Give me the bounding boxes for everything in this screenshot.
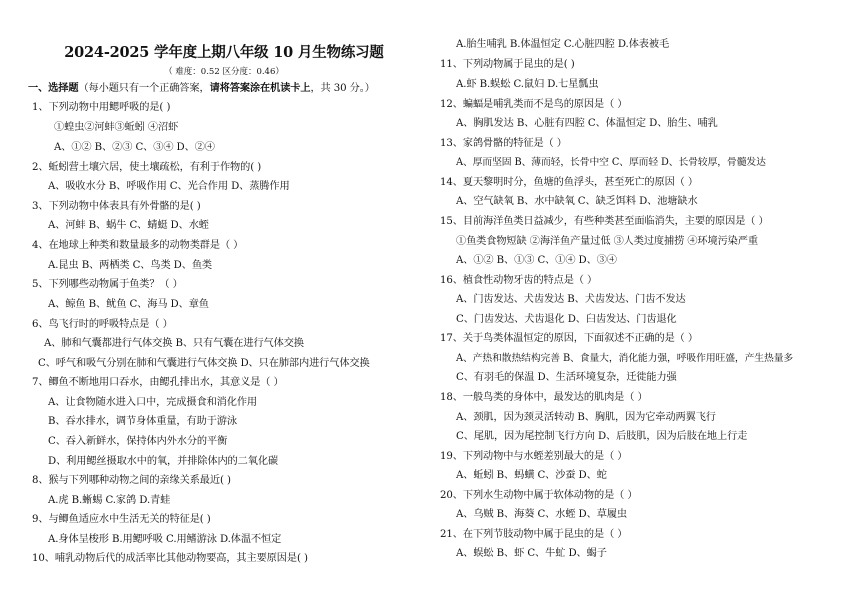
question-line: ①鱼类食物短缺 ②海洋鱼产量过低 ③人类过度捕捞 ④环境污染严重 (456, 236, 758, 247)
question-line: C、吞入新鲜水，保持体内外水分的平衡 (48, 436, 228, 447)
question-line: C、门齿发达、犬齿退化 D、臼齿发达、门齿退化 (456, 314, 677, 325)
page-title: 2024-2025 学年度上期八年级 10 月生物练习题 (64, 44, 384, 61)
question-line: A、胸肌发达 B、心脏有四腔 C、体温恒定 D、胎生、哺乳 (456, 118, 718, 129)
question-line: A.虾 B.蜈蚣 C.鼠妇 D.七星瓢虫 (456, 79, 599, 90)
question-line: 19、下列动物中与水蛭差别最大的是（ ） (440, 451, 628, 462)
question-line: 8、猴与下列哪种动物之间的亲缘关系最近( ) (32, 475, 231, 486)
question-line: 17、关于鸟类体温恒定的原因，下面叙述不正确的是（ ） (440, 333, 698, 344)
question-line: C、呼气和吸气分别在肺和气囊进行气体交换 D、只在肺部内进行气体交换 (38, 358, 370, 369)
question-line: C、尾肌，因为尾控制飞行方向 D、后肢肌，因为后肢在地上行走 (456, 431, 748, 442)
question-line: ①蝗虫②河蚌③蚯蚓 ④沼虾 (54, 122, 179, 133)
question-line: 18、一般鸟类的身体中，最发达的肌肉是（ ） (440, 392, 648, 403)
question-line: A、①② B、②③ C、③④ D、②④ (54, 142, 215, 153)
question-line: 9、与鲫鱼适应水中生活无关的特征是( ) (32, 514, 211, 525)
question-line: 20、下列水生动物中属于软体动物的是（ ） (440, 490, 638, 501)
question-line: 21、在下列节肢动物中属于昆虫的是（ ） (440, 529, 628, 540)
section-label: 一、选择题 (28, 82, 79, 94)
section-heading (28, 82, 375, 95)
question-line: 13、家鸽骨骼的特征是（ ） (440, 138, 567, 149)
question-line: 6、鸟飞行时的呼吸特点是（ ） (32, 319, 173, 330)
question-line: 5、下列哪些动物属于鱼类？（ ） (32, 279, 183, 290)
question-line: 11、下列动物属于昆虫的是( ) (440, 59, 575, 70)
question-line: A、乌贼 B、海葵 C、水蛭 D、草履虫 (456, 509, 627, 520)
question-line: A、空气缺氧 B、水中缺氧 C、缺乏饵料 D、池塘缺水 (456, 196, 698, 207)
subtitle: （ 难度：0.52 区分度：0.46） (164, 67, 284, 77)
question-line: 16、植食性动物牙齿的特点是（ ） (440, 275, 598, 286)
question-line: 15、目前海洋鱼类日益减少，有些种类甚至面临消失，主要的原因是（ ） (440, 216, 769, 227)
question-line: 10、哺乳动物后代的成活率比其他动物要高，其主要原因是( ) (32, 553, 308, 564)
question-line: B、吞水排水，调节身体重量，有助于游泳 (48, 416, 237, 427)
question-line: A.胎生哺乳 B.体温恒定 C.心脏四腔 D.体表被毛 (456, 39, 670, 50)
question-line: 3、下列动物中体表具有外骨骼的是( ) (32, 201, 201, 212)
question-line: 4、在地球上种类和数量最多的动物类群是（ ） (32, 240, 244, 251)
question-line: 12、蝙蝠是哺乳类而不是鸟的原因是（ ） (440, 99, 628, 110)
question-line: A.昆虫 B、两栖类 C、鸟类 D、鱼类 (48, 260, 213, 271)
question-line: A、①② B、①③ C、①④ D、③④ (456, 255, 617, 266)
question-line: A、吸收水分 B、呼吸作用 C、光合作用 D、蒸腾作用 (48, 181, 290, 192)
section-instruction-b: ，共 30 分。） (310, 83, 375, 94)
question-line: A、门齿发达、犬齿发达 B、犬齿发达、门齿不发达 (456, 294, 686, 305)
question-line: A、厚而坚固 B、薄而轻，长骨中空 C、厚而轻 D、长骨较厚，骨髓发达 (456, 157, 766, 168)
section-instruction-bold: 请将答案涂在机读卡上 (209, 82, 311, 94)
question-line: A、让食物随水进入口中，完成摄食和消化作用 (48, 397, 258, 408)
question-line: C、有羽毛的保温 D、生活环境复杂，迁徙能力强 (456, 372, 677, 383)
question-line: A、肺和气囊都进行气体交换 B、只有气囊在进行气体交换 (44, 338, 304, 349)
question-line: A、产热和散热结构完善 B、食量大，消化能力强，呼吸作用旺盛，产生热量多 (456, 353, 794, 364)
section-instruction-a: （每小题只有一个正确答案， (78, 83, 210, 94)
question-line: 7、鲫鱼不断地用口吞水，由鳃孔排出水，其意义是（ ） (32, 377, 284, 388)
question-line: A.虎 B.蜥蜴 C.家鸽 D.青蛙 (48, 495, 171, 506)
question-line: D、利用鳃丝摄取水中的氧，并排除体内的二氧化碳 (48, 456, 278, 467)
question-line: A、河蚌 B、蜗牛 C、蜻蜓 D、水蛭 (48, 220, 209, 231)
question-line: A、蜈蚣 B、虾 C、牛虻 D、蝎子 (456, 548, 607, 559)
question-line: A、蚯蚓 B、蚂蟥 C、沙蚕 D、蛇 (456, 470, 607, 481)
question-line: A.身体呈梭形 B.用鳃呼吸 C.用鳍游泳 D.体温不恒定 (48, 534, 282, 545)
question-line: A、鲸鱼 B、鱿鱼 C、海马 D、章鱼 (48, 299, 209, 310)
question-line: A、颈肌，因为颈灵活转动 B、胸肌，因为它牵动两翼飞行 (456, 412, 716, 423)
question-line: 2、蚯蚓营土壤穴居，使土壤疏松，有利于作物的( ) (32, 162, 262, 173)
question-line: 1、下列动物中用鳃呼吸的是( ) (32, 102, 171, 113)
question-line: 14、夏天黎明时分，鱼塘的鱼浮头，甚至死亡的原因（ ） (440, 177, 698, 188)
